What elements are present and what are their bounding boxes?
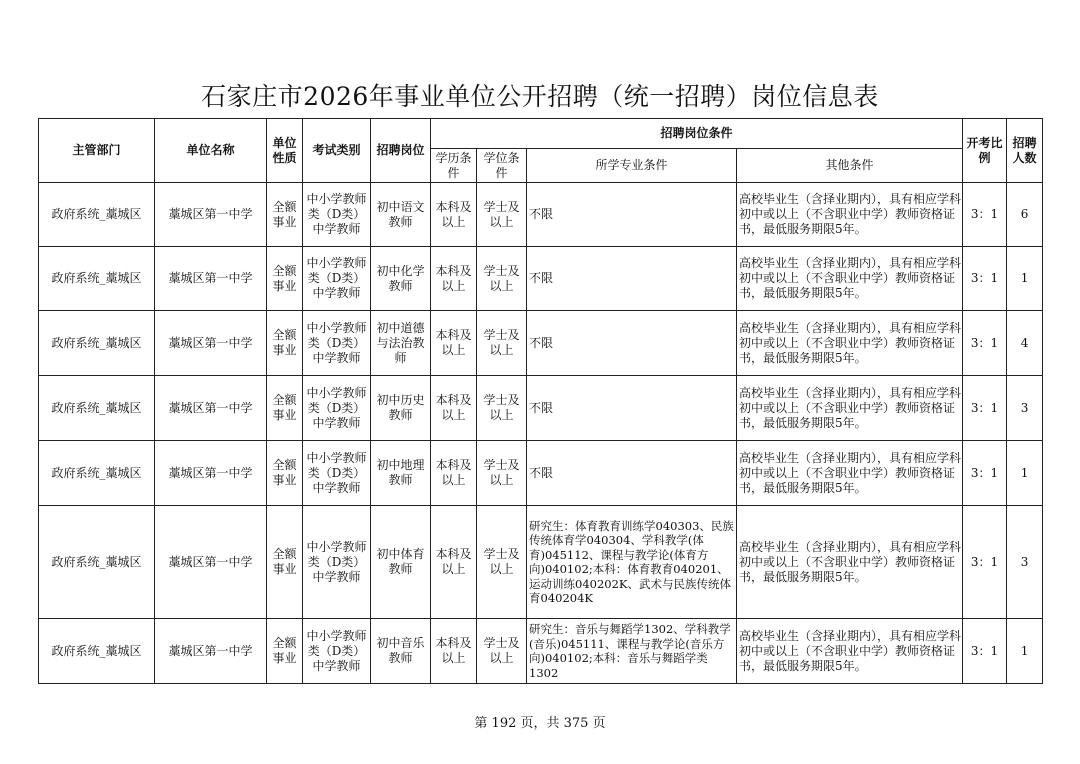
- cell-degree: 学士及以上: [477, 619, 527, 684]
- header-count: 招聘人数: [1007, 119, 1043, 183]
- header-edu: 学历条件: [431, 149, 477, 183]
- cell-edu: 本科及以上: [431, 619, 477, 684]
- cell-exam: 中小学教师类（D类）中学教师: [303, 376, 371, 441]
- header-post: 招聘岗位: [371, 119, 431, 183]
- cell-other: 高校毕业生（含择业期内），具有相应学科初中或以上（不含职业中学）教师资格证书，最低服务期限5年。: [737, 311, 963, 376]
- cell-exam: 中小学教师类（D类）中学教师: [303, 506, 371, 619]
- cell-ratio: 3：1: [963, 247, 1007, 311]
- cell-nature: 全额事业: [267, 183, 303, 247]
- cell-degree: 学士及以上: [477, 183, 527, 247]
- cell-unit: 藁城区第一中学: [155, 619, 267, 684]
- cell-edu: 本科及以上: [431, 183, 477, 247]
- cell-edu: 本科及以上: [431, 506, 477, 619]
- cell-nature: 全额事业: [267, 506, 303, 619]
- cell-major: 不限: [527, 247, 737, 311]
- cell-dept: 政府系统_藁城区: [39, 376, 155, 441]
- cell-unit: 藁城区第一中学: [155, 441, 267, 506]
- cell-count: 3: [1007, 376, 1043, 441]
- header-unit: 单位名称: [155, 119, 267, 183]
- cell-post: 初中历史教师: [371, 376, 431, 441]
- cell-exam: 中小学教师类（D类）中学教师: [303, 311, 371, 376]
- cell-exam: 中小学教师类（D类）中学教师: [303, 247, 371, 311]
- table-row: [39, 183, 1043, 247]
- cell-other: 高校毕业生（含择业期内），具有相应学科初中或以上（不含职业中学）教师资格证书，最低服务期限5年。: [737, 183, 963, 247]
- cell-exam: 中小学教师类（D类）中学教师: [303, 619, 371, 684]
- cell-count: 4: [1007, 311, 1043, 376]
- cell-post: 初中地理教师: [371, 441, 431, 506]
- cell-degree: 学士及以上: [477, 311, 527, 376]
- cell-dept: 政府系统_藁城区: [39, 441, 155, 506]
- cell-count: 6: [1007, 183, 1043, 247]
- cell-nature: 全额事业: [267, 619, 303, 684]
- header-dept: 主管部门: [39, 119, 155, 183]
- header-conditions: 招聘岗位条件: [431, 119, 963, 149]
- table-row: [39, 619, 1043, 684]
- cell-other: 高校毕业生（含择业期内），具有相应学科初中或以上（不含职业中学）教师资格证书，最低服务期限5年。: [737, 506, 963, 619]
- cell-post: 初中道德与法治教师: [371, 311, 431, 376]
- cell-nature: 全额事业: [267, 441, 303, 506]
- cell-nature: 全额事业: [267, 247, 303, 311]
- cell-dept: 政府系统_藁城区: [39, 619, 155, 684]
- cell-degree: 学士及以上: [477, 247, 527, 311]
- cell-ratio: 3：1: [963, 376, 1007, 441]
- cell-degree: 学士及以上: [477, 376, 527, 441]
- table-row: [39, 247, 1043, 311]
- cell-ratio: 3：1: [963, 441, 1007, 506]
- header-exam: 考试类别: [303, 119, 371, 183]
- cell-count: 3: [1007, 506, 1043, 619]
- cell-nature: 全额事业: [267, 311, 303, 376]
- page-number: 第 192 页，共 375 页: [474, 716, 606, 731]
- table-row: [39, 311, 1043, 376]
- cell-major: 不限: [527, 311, 737, 376]
- cell-degree: 学士及以上: [477, 506, 527, 619]
- cell-post: 初中音乐教师: [371, 619, 431, 684]
- table-row: [39, 441, 1043, 506]
- cell-ratio: 3：1: [963, 311, 1007, 376]
- cell-exam: 中小学教师类（D类）中学教师: [303, 441, 371, 506]
- cell-unit: 藁城区第一中学: [155, 247, 267, 311]
- cell-major: 研究生：体育教育训练学040303、民族传统体育学040304、学科教学(体育)045112、课程与教学论(体育方向)040102;本科：体育教育040201、运动训练040202K、武术与民族传统体育040204K: [527, 506, 737, 619]
- cell-count: 1: [1007, 247, 1043, 311]
- cell-major: 研究生：音乐与舞蹈学1302、学科教学(音乐)045111、课程与教学论(音乐方向)040102;本科：音乐与舞蹈学类1302: [527, 619, 737, 684]
- table-row: [39, 376, 1043, 441]
- cell-dept: 政府系统_藁城区: [39, 183, 155, 247]
- cell-ratio: 3：1: [963, 619, 1007, 684]
- cell-ratio: 3：1: [963, 183, 1007, 247]
- cell-other: 高校毕业生（含择业期内），具有相应学科初中或以上（不含职业中学）教师资格证书，最低服务期限5年。: [737, 376, 963, 441]
- cell-edu: 本科及以上: [431, 441, 477, 506]
- cell-unit: 藁城区第一中学: [155, 376, 267, 441]
- cell-degree: 学士及以上: [477, 441, 527, 506]
- cell-major: 不限: [527, 441, 737, 506]
- header-degree: 学位条件: [477, 149, 527, 183]
- cell-exam: 中小学教师类（D类）中学教师: [303, 183, 371, 247]
- table-row: [39, 506, 1043, 619]
- cell-post: 初中化学教师: [371, 247, 431, 311]
- page-title: 石家庄市2026年事业单位公开招聘（统一招聘）岗位信息表: [201, 82, 879, 111]
- header-other: 其他条件: [737, 149, 963, 183]
- cell-post: 初中语文教师: [371, 183, 431, 247]
- cell-post: 初中体育教师: [371, 506, 431, 619]
- cell-other: 高校毕业生（含择业期内），具有相应学科初中或以上（不含职业中学）教师资格证书，最低服务期限5年。: [737, 441, 963, 506]
- cell-edu: 本科及以上: [431, 247, 477, 311]
- header-major: 所学专业条件: [527, 149, 737, 183]
- cell-ratio: 3：1: [963, 506, 1007, 619]
- cell-edu: 本科及以上: [431, 376, 477, 441]
- cell-edu: 本科及以上: [431, 311, 477, 376]
- cell-major: 不限: [527, 376, 737, 441]
- cell-major: 不限: [527, 183, 737, 247]
- cell-count: 1: [1007, 619, 1043, 684]
- cell-dept: 政府系统_藁城区: [39, 506, 155, 619]
- cell-unit: 藁城区第一中学: [155, 183, 267, 247]
- cell-other: 高校毕业生（含择业期内），具有相应学科初中或以上（不含职业中学）教师资格证书，最低服务期限5年。: [737, 247, 963, 311]
- cell-dept: 政府系统_藁城区: [39, 247, 155, 311]
- cell-dept: 政府系统_藁城区: [39, 311, 155, 376]
- header-ratio: 开考比例: [963, 119, 1007, 183]
- cell-count: 1: [1007, 441, 1043, 506]
- positions-table: [38, 118, 1043, 684]
- cell-unit: 藁城区第一中学: [155, 311, 267, 376]
- cell-nature: 全额事业: [267, 376, 303, 441]
- cell-other: 高校毕业生（含择业期内），具有相应学科初中或以上（不含职业中学）教师资格证书，最低服务期限5年。: [737, 619, 963, 684]
- cell-unit: 藁城区第一中学: [155, 506, 267, 619]
- header-nature: 单位性质: [267, 119, 303, 183]
